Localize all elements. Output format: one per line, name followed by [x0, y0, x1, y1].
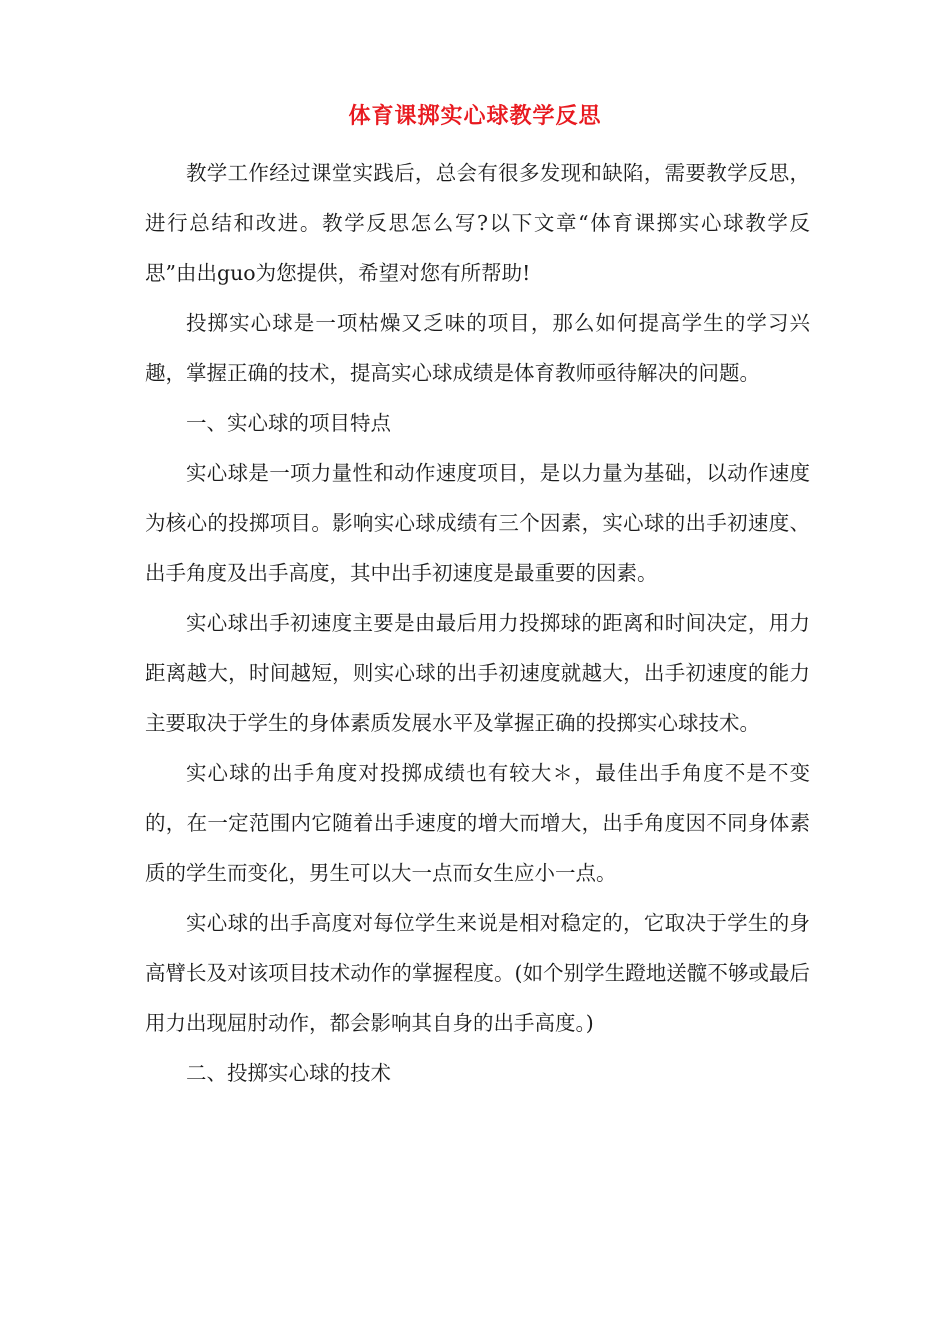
- paragraph-angle: 实心球的出手角度对投掷成绩也有较大＊，最佳出手角度不是不变的，在一定范围内它随着出手速度的增大而增大，出手角度因不同身体素质的学生而变化，男生可以大一点而女生应小一点。: [145, 761, 810, 885]
- document-title: 体育课掷实心球教学反思: [348, 103, 602, 129]
- paragraph-problem: 投掷实心球是一项枯燥又乏味的项目，那么如何提高学生的学习兴趣，掌握正确的技术，提高实心球成绩是体育教师亟待解决的问题。: [145, 311, 810, 385]
- paragraph-intro: 教学工作经过课堂实践后，总会有很多发现和缺陷，需要教学反思，进行总结和改进。教学反思怎么写?以下文章“体育课掷实心球教学反思”由出guo为您提供，希望对您有所帮助!: [145, 161, 810, 285]
- section-heading-2: 二、投掷实心球的技术: [186, 1061, 391, 1085]
- paragraph-velocity: 实心球出手初速度主要是由最后用力投掷球的距离和时间决定，用力距离越大，时间越短，则实心球的出手初速度就越大，出手初速度的能力主要取决于学生的身体素质发展水平及掌握正确的投掷实心球技术。: [145, 611, 810, 735]
- section-heading-1: 一、实心球的项目特点: [186, 411, 391, 435]
- paragraph-height: 实心球的出手高度对每位学生来说是相对稳定的，它取决于学生的身高臂长及对该项目技术动作的掌握程度。(如个别学生蹬地送髋不够或最后用力出现屈肘动作，都会影响其自身的出手高度。): [145, 911, 810, 1035]
- document-body: [145, 148, 810, 1098]
- paragraph-features: 实心球是一项力量性和动作速度项目，是以力量为基础，以动作速度为核心的投掷项目。影响实心球成绩有三个因素，实心球的出手初速度、出手角度及出手高度，其中出手初速度是最重要的因素。: [145, 461, 810, 585]
